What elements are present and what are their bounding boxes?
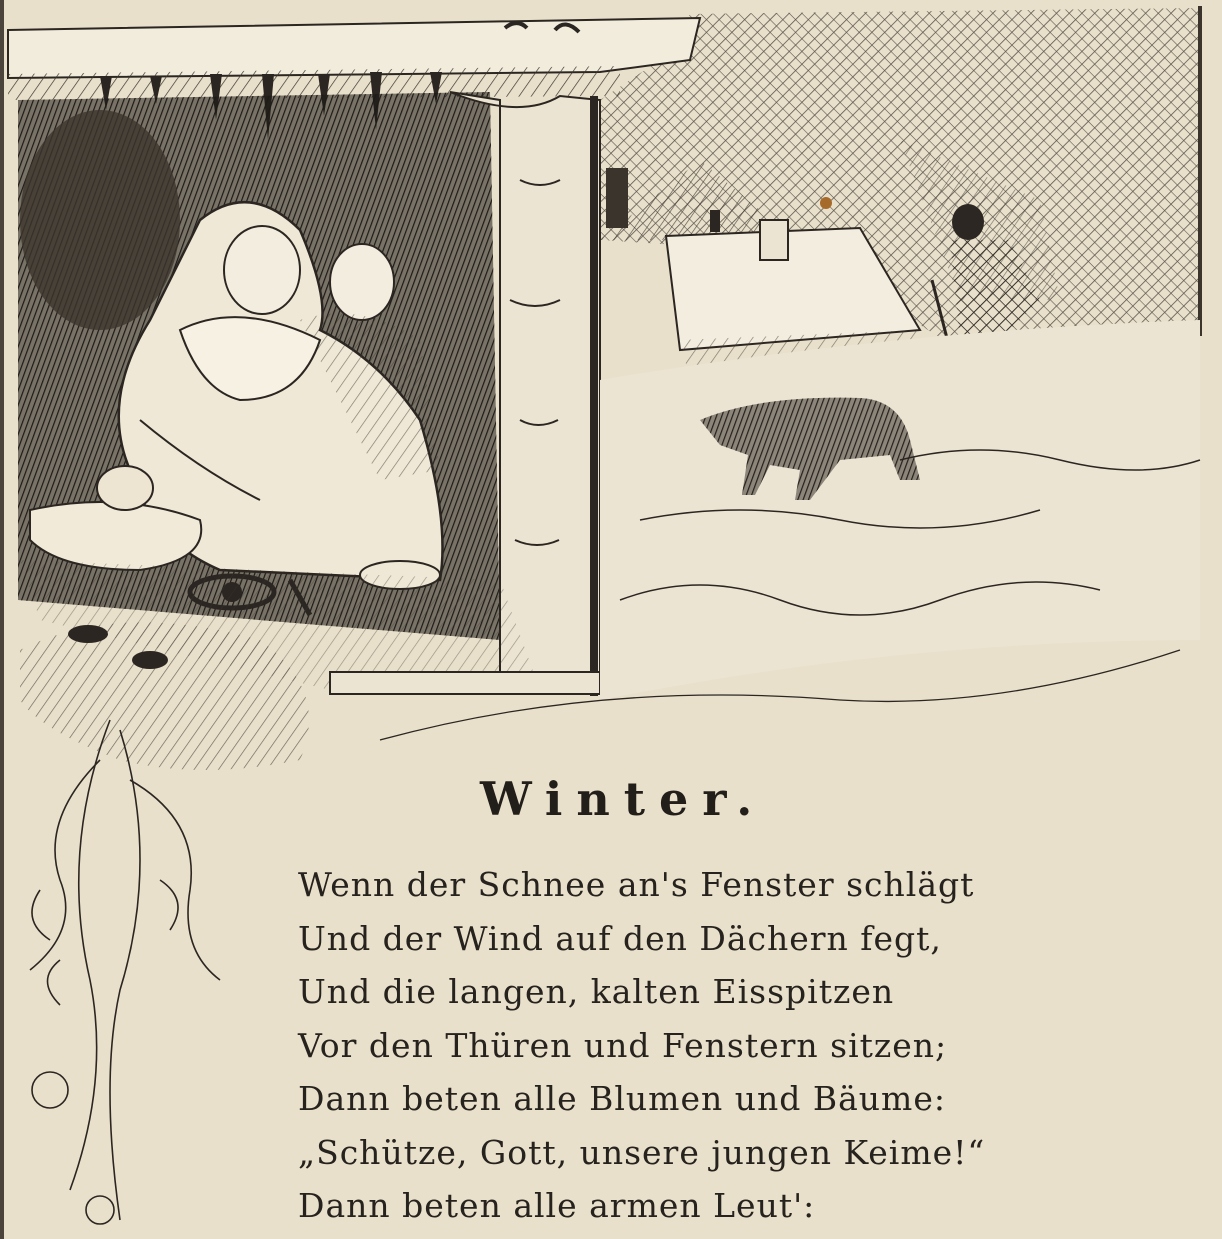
poem-line: Dann beten alle armen Leut': [298,1186,816,1225]
poem-line: Und der Wind auf den Dächern fegt, [298,918,942,958]
poem-line: „Schütze, Gott, unsere jungen Keime!“ [298,1132,986,1172]
poem-line: Vor den Thüren und Fenstern sitzen; [298,1025,948,1065]
ornamental-flourish [30,720,220,1224]
poem-line: Dann beten alle Blumen und Bäume: [298,1079,946,1118]
poem-title: Winter. [480,772,767,826]
poem-stanza [298,858,1198,1233]
hay-bundle-with-mice [20,622,309,770]
poem-line: Wenn der Schnee an's Fenster schlägt [298,865,975,904]
poem-line: Und die langen, kalten Eisspitzen [298,972,895,1011]
